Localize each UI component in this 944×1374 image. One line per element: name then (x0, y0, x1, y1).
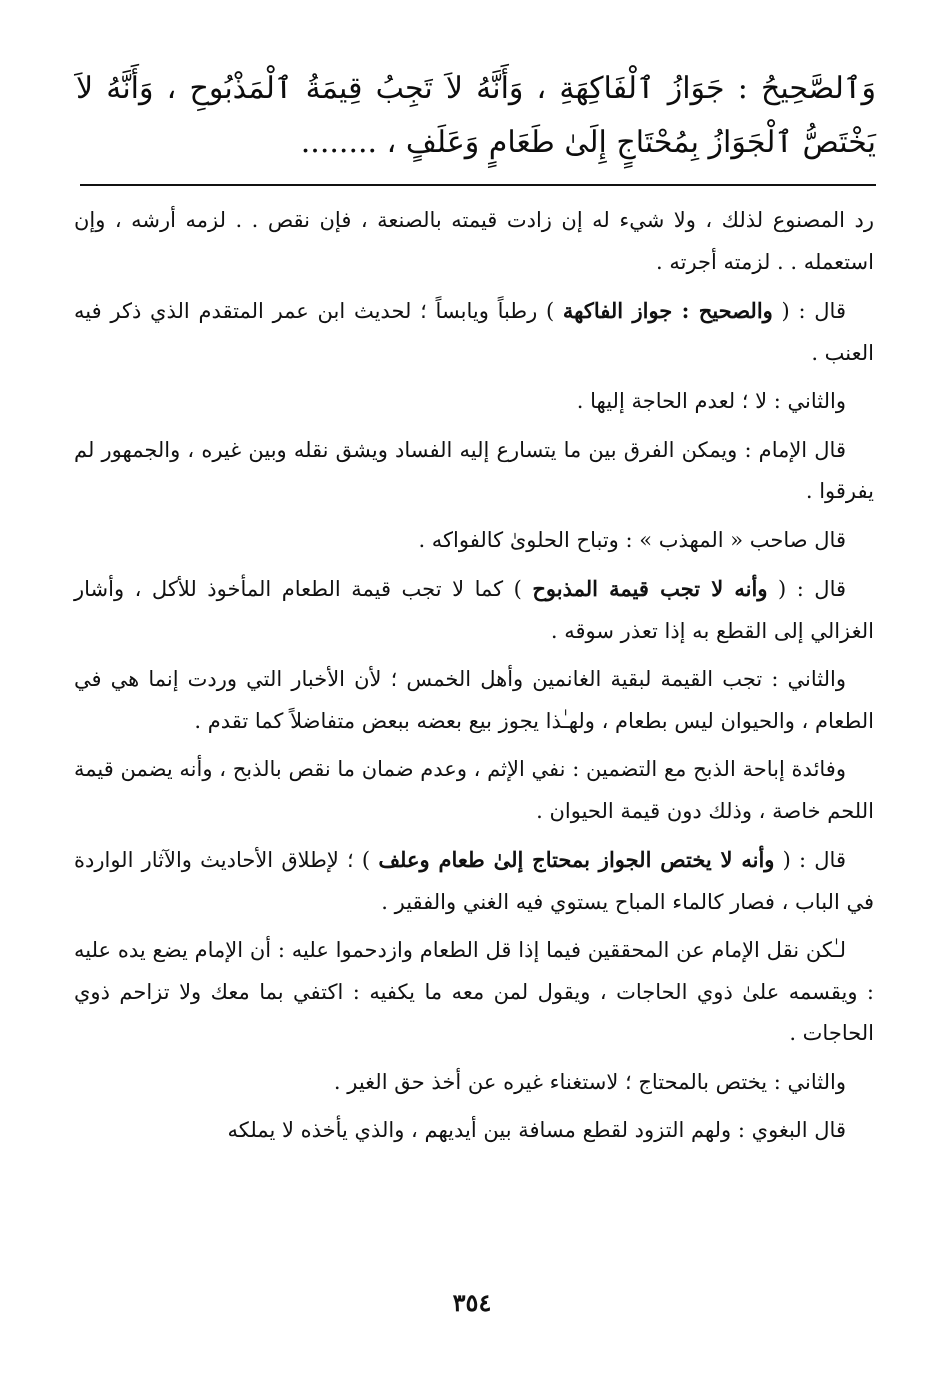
commentary-paragraph: قال : ( وأنه لا تجب قيمة المذبوح ) كما لا تجب قيمة الطعام المأخوذ للأكل ، وأشار الغزالي إلى القطع به إذا تعذر سوقه . (74, 576, 874, 643)
quoted-matn: والصحيح : جواز الفاكهة (562, 298, 773, 323)
commentary-paragraph: قال الإمام : ويمكن الفرق بين ما يتسارع إليه الفساد ويشق نقله وبين غيره ، والجمهور لم يفرقوا . (74, 437, 874, 503)
commentary-sharh (74, 200, 874, 1159)
commentary-paragraph: لـٰكن نقل الإمام عن المحققين فيما إذا قل الطعام وازدحموا عليه : أن الإمام يضع يده عليه : ويقسمه علىٰ ذوي الحاجات ، ويقول لمن معه ما يكفيه : اكتفي بما معك ولا تزاحم ذوي الحاجات . (74, 938, 874, 1045)
commentary-paragraph: قال صاحب « المهذب » : وتباح الحلوىٰ كالفواكه . (418, 527, 846, 552)
commentary-paragraph-continuation: رد المصنوع لذلك ، ولا شيء له إن زادت قيمته بالصنعة ، فإن نقص . . لزمه أرشه ، وإن استعمله . . لزمته أجرته . (74, 208, 874, 274)
commentary-paragraph: وفائدة إباحة الذبح مع التضمين : نفي الإثم ، وعدم ضمان ما نقص بالذبح ، وأنه يضمن قيمة اللحم خاصة ، وذلك دون قيمة الحيوان . (74, 757, 874, 823)
matn-line-2: بِمُحْتَاجٍ إِلَىٰ طَعَامٍ وَعَلَفٍ ، (386, 125, 699, 160)
commentary-paragraph: قال البغوي : ولهم التزود لقطع مسافة بين أيديهم ، والذي يأخذه لا يملكه (227, 1118, 846, 1142)
commentary-paragraph: والثاني : يختص بالمحتاج ؛ لاستغناء غيره عن أخذ حق الغير . (333, 1069, 846, 1094)
matn-line-1: وَٱلصَّحِيحُ : جَوَازُ ٱلْفَاكِهَةِ ، وَأَنَّهُ لاَ تَجِبُ قِيمَةُ ٱلْمَذْبُوحِ ، وَأَنَّهُ لاَ يَخْتَصُّ ٱلْجَوَازُ (76, 71, 876, 160)
quoted-matn: وأنه لا تجب قيمة المذبوح (532, 576, 768, 601)
page-number: ٣٥٤ (452, 1288, 492, 1317)
commentary-paragraph: قال : ( والصحيح : جواز الفاكهة ) رطباً ويابساً ؛ لحديث ابن عمر المتقدم الذي ذكر فيه العنب . (74, 298, 874, 365)
matn-dots: ........ (300, 125, 378, 160)
commentary-paragraph: والثاني : لا ؛ لعدم الحاجة إليها . (576, 389, 846, 413)
quoted-matn: وأنه لا يختص الجواز بمحتاج إلىٰ طعام وعلف (378, 847, 775, 872)
commentary-paragraph: والثاني : تجب القيمة لبقية الغانمين وأهل الخمس ؛ لأن الأخبار التي وردت إنما هي في الطعام ، والحيوان ليس بطعام ، ولهـٰذا يجوز بيع بعضه ببعض متفاضلاً كما تقدم . (74, 667, 874, 733)
separator-rule (80, 184, 876, 186)
main-text-matn (76, 62, 876, 170)
commentary-paragraph: قال : ( وأنه لا يختص الجواز بمحتاج إلىٰ طعام وعلف ) ؛ لإطلاق الأحاديث والآثار الواردة في الباب ، فصار كالماء المباح يستوي فيه الغني والفقير . (74, 847, 874, 914)
